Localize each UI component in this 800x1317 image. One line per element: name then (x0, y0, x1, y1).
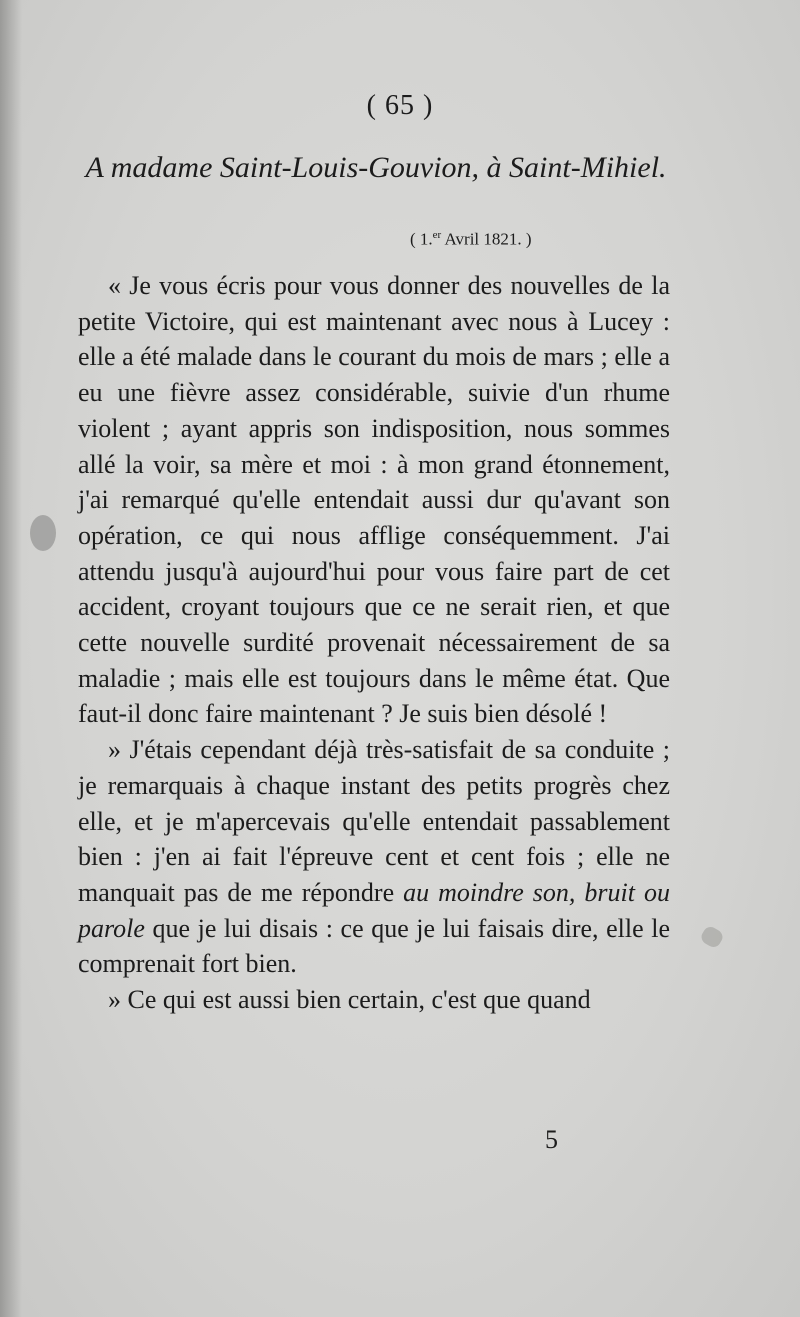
paragraph: » Ce qui est aussi bien certain, c'est que quand (108, 985, 591, 1015)
paragraph-text: que je lui disais : ce que je lui faisais dire, elle le comprenait fort bien. (78, 913, 670, 979)
date-rest: Avril 1821. ) (441, 229, 532, 249)
paragraph: « Je vous écris pour vous donner des nouvelles de la petite Victoire, qui est maintenant avec nous à Lucey : elle a été malade dans le courant du mois de mars ; elle a eu une fièvre assez considérable, suivie d'un rhume violent ; ayant appris son indisposition, nous sommes allé la voir, sa mère et moi : à mon grand étonnement, j'ai remarqué qu'elle entendait aussi dur qu'avant son opération, ce qui nous afflige conséquemment. J'ai attendu jusqu'à aujourd'hui pour vous faire part de cet accident, croyant toujours que ce ne serait rien, et que cette nouvelle surdité provenait nécessairement de sa maladie ; mais elle est toujours dans le même état. Que faut-il donc faire maintenant ? Je suis bien désolé ! (78, 271, 670, 729)
letter-heading: A madame Saint-Louis-Gouvion, à Saint-Mihiel. (85, 151, 667, 184)
page-number: ( 65 ) (366, 90, 434, 121)
binding-shadow (0, 0, 22, 1317)
ink-stain (30, 515, 56, 551)
letter-body (78, 268, 670, 1018)
letter-date (410, 229, 600, 250)
paragraph-text: » J'étais cependant déjà très-satisfait de sa conduite ; je remarquais à chaque instant des petits progrès chez elle, et je m'apercevais qu'elle entendait passablement bien : j'en ai fait l'épreuve cent et cent fois ; elle ne manquait pas de me répondre (78, 735, 670, 907)
paragraph-italic: au moindre son, bruit ou parole (78, 877, 670, 943)
ink-stain (699, 924, 725, 950)
date-superscript: er (432, 229, 442, 241)
paragraph (78, 732, 670, 982)
date-open: ( 1. (410, 229, 433, 249)
signature-mark: 5 (545, 1125, 558, 1154)
